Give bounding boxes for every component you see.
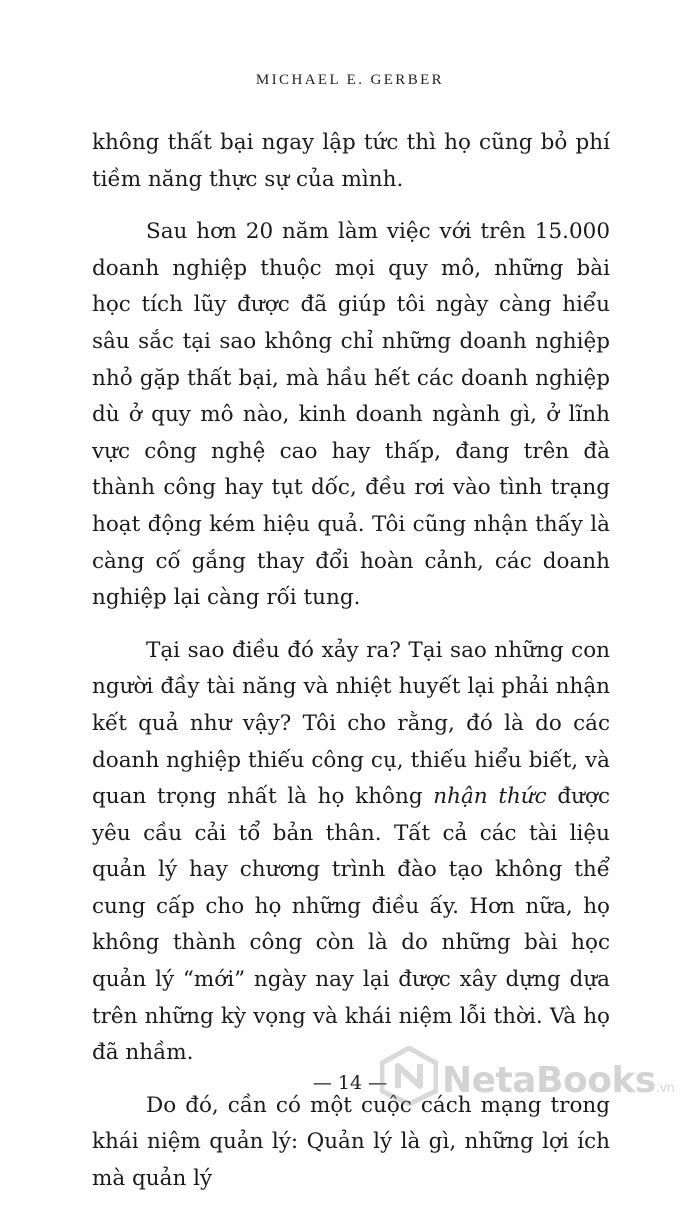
paragraph-3: [92, 633, 610, 1072]
emphasis-nhan-thuc: nhận thức: [433, 784, 547, 810]
paragraph-2: Sau hơn 20 năm làm việc với trên 15.000 doanh nghiệp thuộc mọi quy mô, những bài học tích lũy được đã giúp tôi ngày càng hiểu sâu sắc tại sao không chỉ những doanh nghiệp nhỏ gặp thất bại, mà hầu hết các doanh nghiệp dù ở quy mô nào, kinh doanh ngành gì, ở lĩnh vực công nghệ cao hay thấp, đang trên đà thành công hay tụt dốc, đều rơi vào tình trạng hoạt động kém hiệu quả. Tôi cũng nhận thấy là càng cố gắng thay đổi hoàn cảnh, các doanh nghiệp lại càng rối tung.: [92, 219, 610, 611]
watermark-suffix: .vn: [655, 1081, 675, 1096]
paragraph-1: không thất bại ngay lập tức thì họ cũng bỏ phí tiềm năng thực sự của mình.: [92, 130, 610, 192]
running-header: MICHAEL E. GERBER: [255, 72, 445, 88]
watermark-brand: NetaBooks: [442, 1060, 656, 1101]
page-number: — 14 —: [312, 1072, 388, 1094]
paragraph-3-part-2: được yêu cầu cải tổ bản thân. Tất cả các tài liệu quản lý hay chương trình đào tạo không thể cung cấp cho họ những điều ấy. Hơn nữa, họ không thành công còn là do những bài học quản lý “mới” ngày nay lại được xây dựng dựa trên những kỳ vọng và khái niệm lỗi thời. Và họ đã nhầm.: [92, 784, 610, 1066]
netabooks-logo-icon: [380, 1046, 438, 1106]
watermark: [380, 1046, 692, 1116]
watermark-text: [442, 1060, 674, 1101]
paragraph-3-part-1: Tại sao điều đó xảy ra? Tại sao những con người đầy tài năng và nhiệt huyết lại phải nhận kết quả như vậy? Tôi cho rằng, đó là do các doanh nghiệp thiếu công cụ, thiếu hiểu biết, và quan trọng nhất là họ không: [92, 637, 610, 810]
paragraph-4: Do đó, cần có một cuộc cách mạng trong khái niệm quản lý: Quản lý là gì, những lợi ích mà quản lý: [92, 1092, 610, 1192]
